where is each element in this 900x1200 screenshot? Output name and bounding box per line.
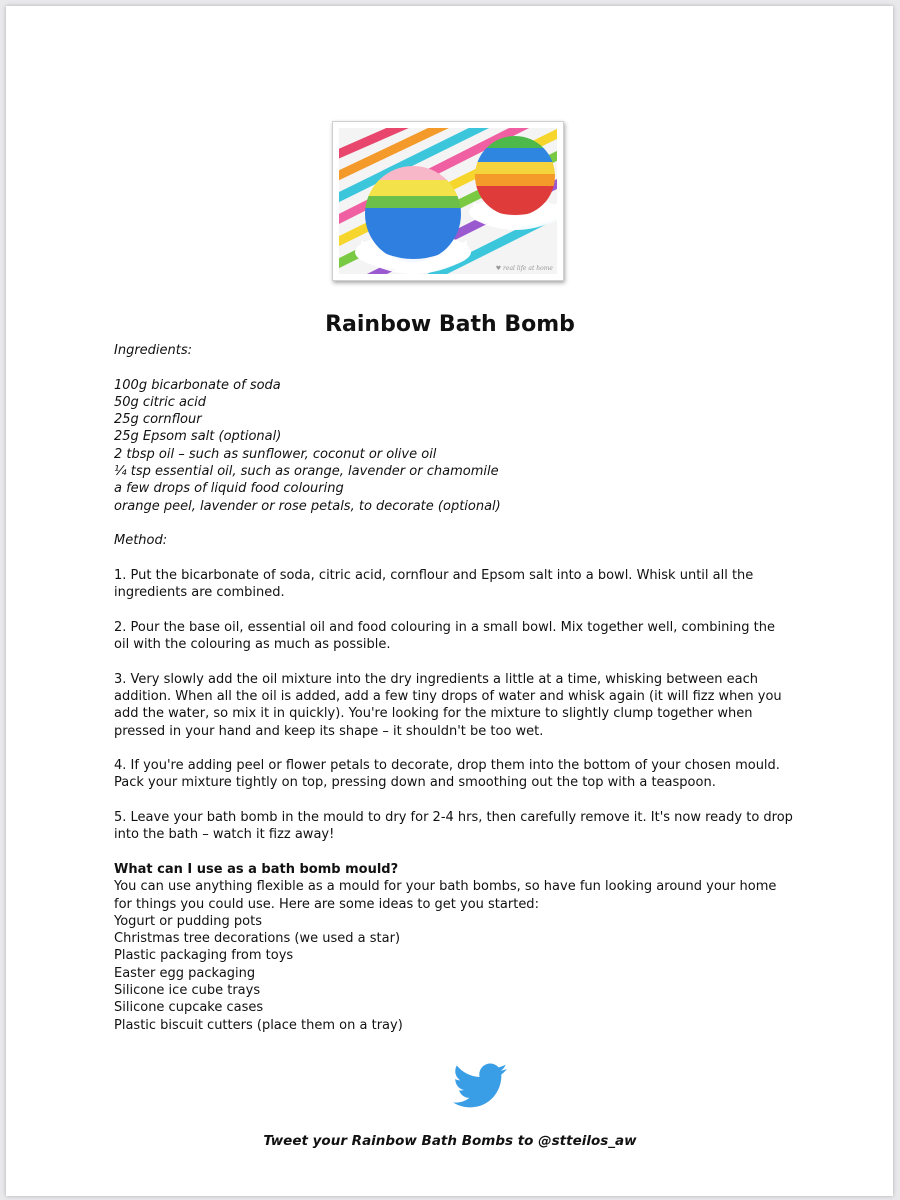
- mould-idea: Yogurt or pudding pots: [114, 913, 262, 929]
- recipe-body: [114, 342, 794, 1034]
- mould-idea: Plastic packaging from toys: [114, 948, 294, 964]
- mould-idea: Easter egg packaging: [114, 965, 256, 981]
- ingredient-item: a few drops of liquid food colouring: [114, 481, 344, 497]
- mould-idea: Plastic biscuit cutters (place them on a tray): [114, 1017, 403, 1033]
- ingredient-item: 2 tbsp oil – such as sunflower, coconut or olive oil: [114, 446, 437, 462]
- ingredient-item: ¼ tsp essential oil, such as orange, lavender or chamomile: [114, 464, 499, 480]
- method-step: 2. Pour the base oil, essential oil and food colouring in a small bowl. Mix together well, combining the oil with the colouring as much as possible.: [114, 619, 775, 653]
- ingredient-item: 25g cornflour: [114, 412, 202, 428]
- mould-idea: Silicone ice cube trays: [114, 982, 261, 998]
- bath-bomb-photo: [332, 121, 564, 281]
- mould-heading: What can I use as a bath bomb mould?: [114, 861, 399, 877]
- method-step: 5. Leave your bath bomb in the mould to dry for 2-4 hrs, then carefully remove it. It's now ready to drop into the bath – watch it fizz away!: [114, 810, 793, 843]
- twitter-bird-icon: [453, 1063, 507, 1109]
- method-heading: Method:: [114, 533, 168, 549]
- tweet-callout: Tweet your Rainbow Bath Bombs to @stteilos_aw: [263, 1133, 637, 1149]
- ingredient-item: orange peel, lavender or rose petals, to decorate (optional): [114, 498, 501, 514]
- method-step: 3. Very slowly add the oil mixture into the dry ingredients a little at a time, whisking between each addition. When all the oil is added, add a few tiny drops of water and whisk again (it will fizz when you add the water, so mix it in quickly). You're looking for the mixture to slightly clump together when pressed in your hand and keep its shape – it shouldn't be too wet.: [114, 671, 782, 739]
- method-step: 1. Put the bicarbonate of soda, citric acid, cornflour and Epsom salt into a bowl. Whisk until all the ingredients are combined.: [114, 567, 754, 601]
- ingredient-item: 50g citric acid: [114, 394, 206, 410]
- mould-intro: You can use anything flexible as a mould for your bath bombs, so have fun looking around your home for things you could use. Here are some ideas to get you started:: [114, 879, 777, 912]
- mould-idea: Christmas tree decorations (we used a star): [114, 931, 401, 947]
- ingredient-item: 25g Epsom salt (optional): [114, 429, 282, 445]
- ingredients-heading: Ingredients:: [114, 343, 193, 358]
- mould-idea: Silicone cupcake cases: [114, 1000, 264, 1016]
- page-title: Rainbow Bath Bomb: [325, 312, 575, 337]
- photo-watermark: ♥ real life at home: [495, 265, 553, 272]
- method-step: 4. If you're adding peel or flower petals to decorate, drop them into the bottom of your chosen mould. Pack your mixture tightly on top, pressing down and smoothing out the top with a teaspoon.: [114, 758, 780, 791]
- mould-ideas-list: [114, 913, 794, 1034]
- ingredient-item: 100g bicarbonate of soda: [114, 377, 281, 393]
- ingredients-list: [114, 377, 794, 515]
